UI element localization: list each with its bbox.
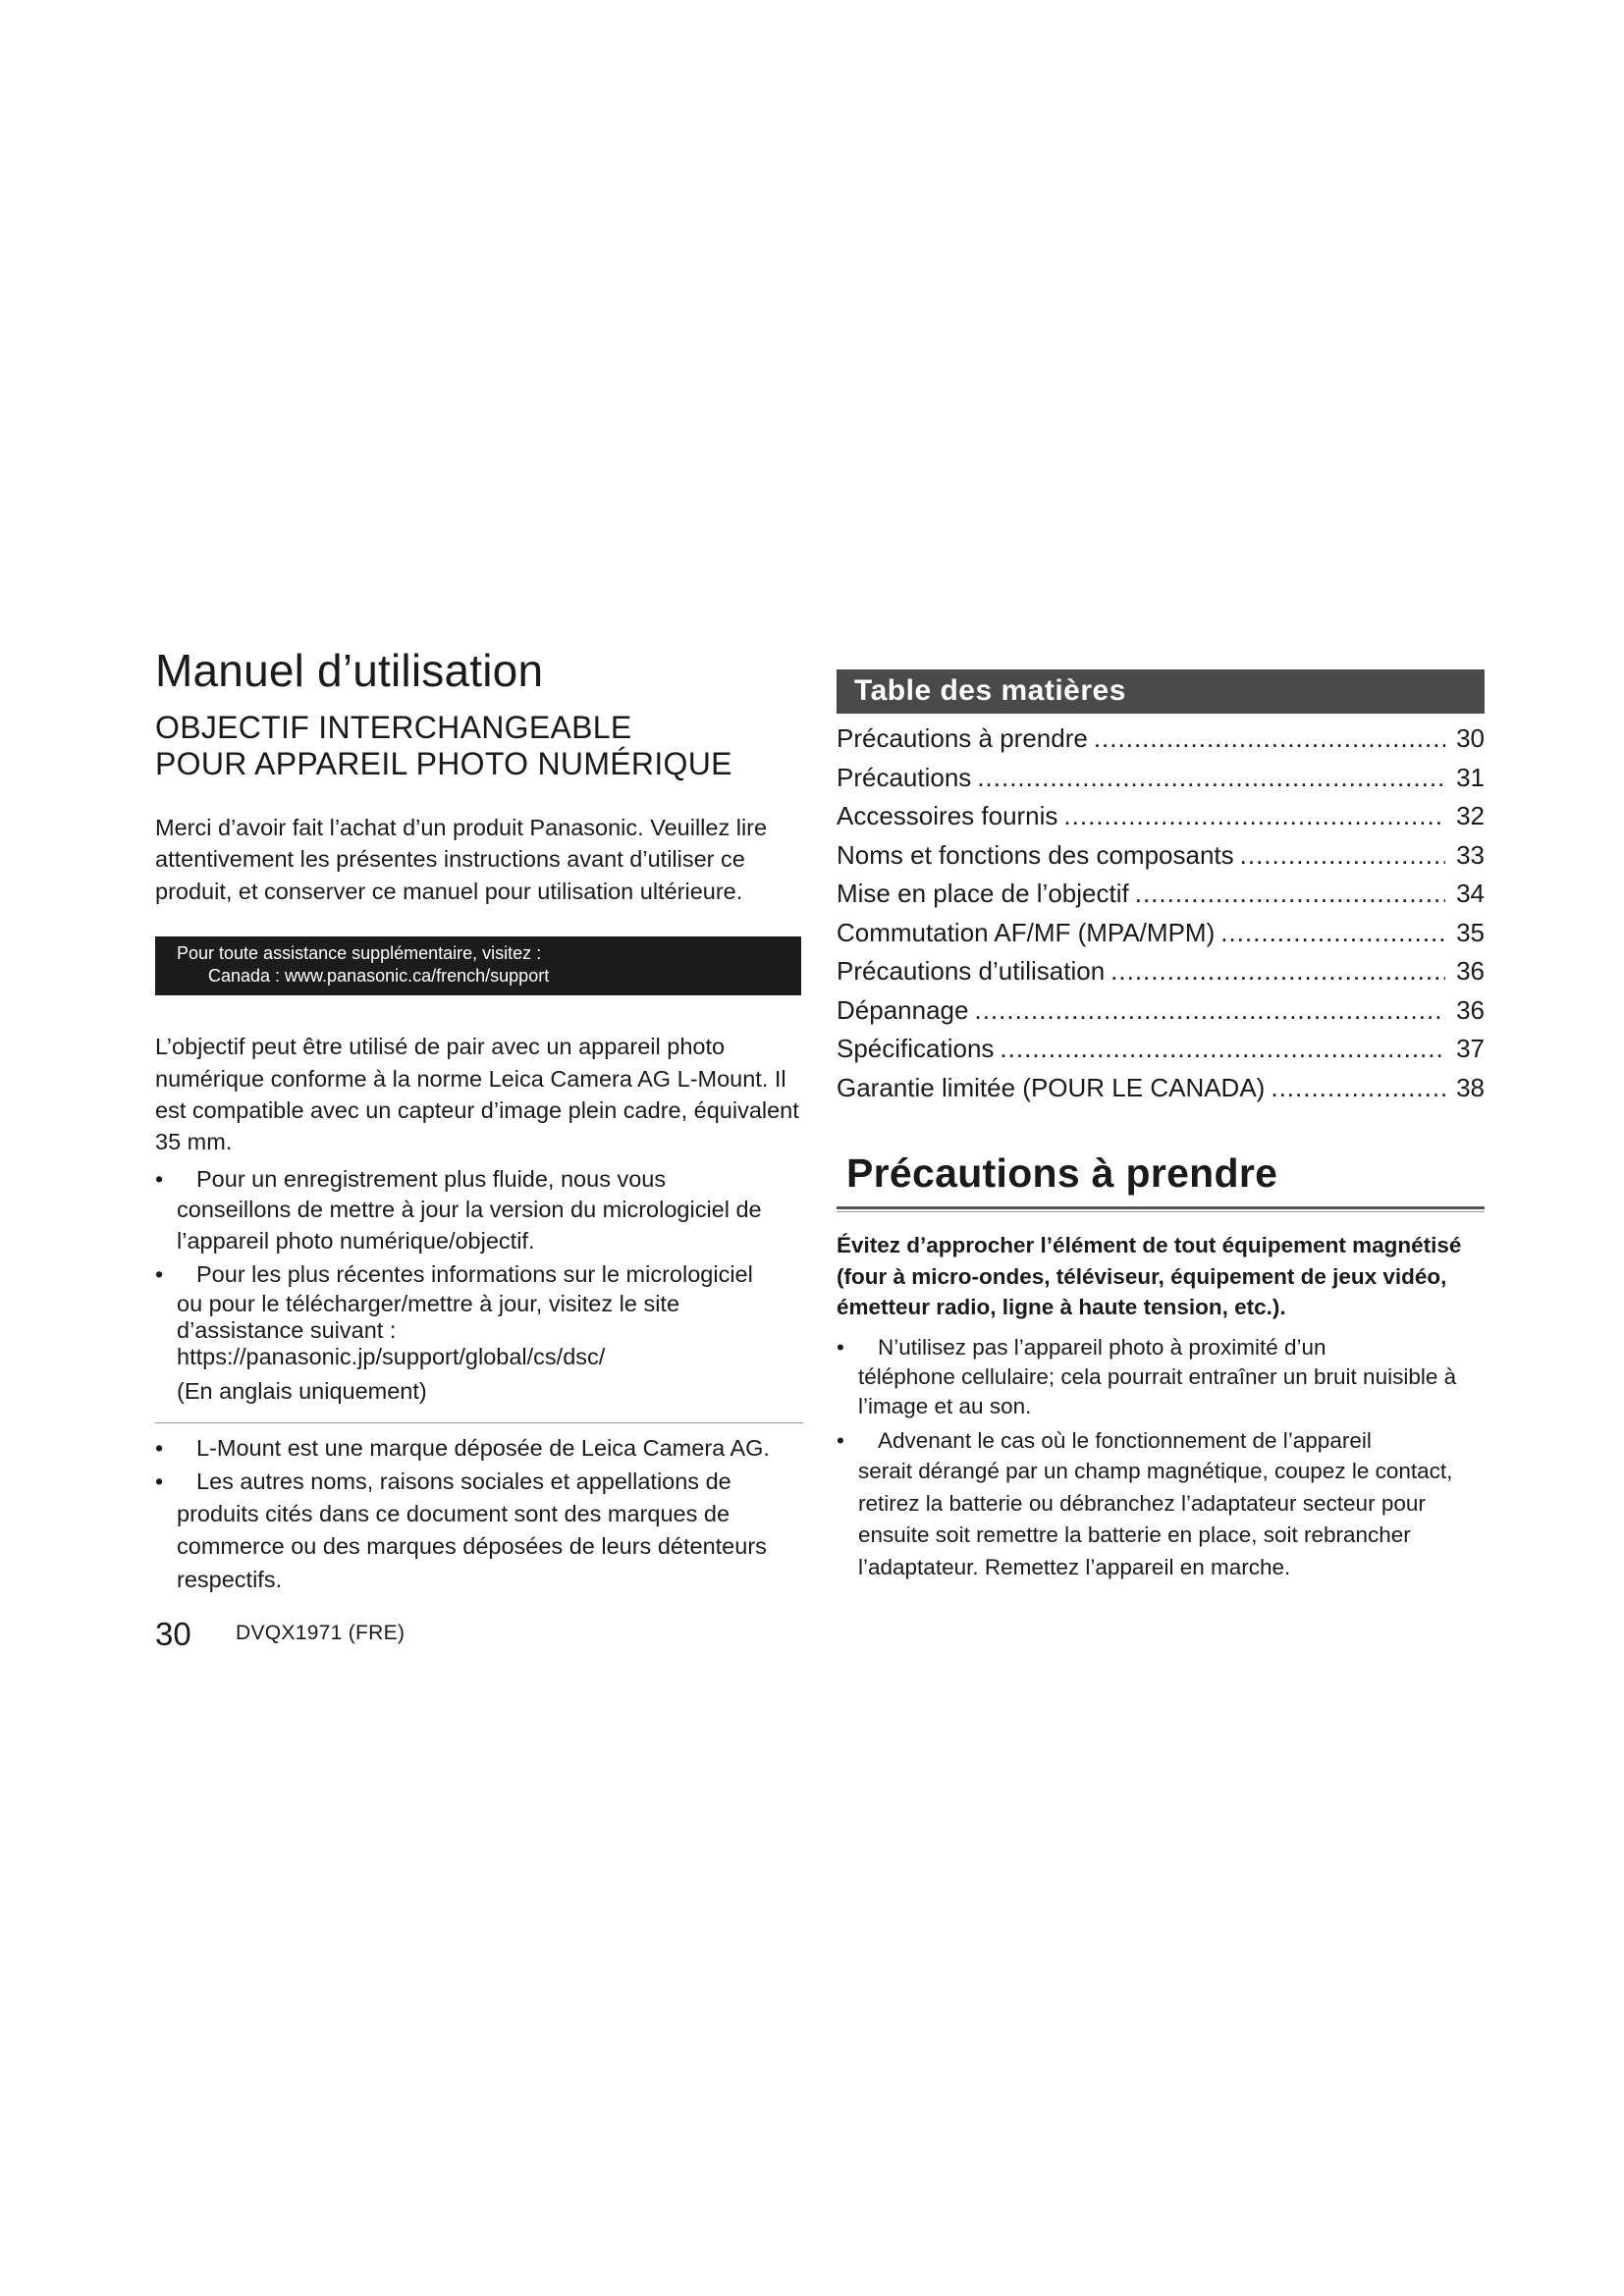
- toc-item[interactable]: [837, 1034, 1485, 1073]
- compatibility-paragraph: L’objectif peut être utilisé de pair avec un appareil photo numérique conforme à la norme Leica Camera AG L-Mount. Il est compatible avec un capteur d’image plein cadre, équivalent 35 mm.: [155, 1034, 799, 1155]
- bullet-icon: •: [155, 1468, 164, 1495]
- toc-header: Table des matières: [837, 669, 1485, 714]
- list-item: [837, 1333, 1485, 1422]
- toc-item-title: Précautions: [837, 762, 972, 792]
- list-item: [155, 1433, 803, 1465]
- toc-item-page: 33: [1456, 839, 1485, 870]
- trademark-text-rest: produits cités dans ce document sont des marques de commerce ou des marques déposées de leurs détenteurs respectifs.: [177, 1500, 767, 1592]
- divider: [155, 1422, 803, 1423]
- toc-item-page: 31: [1456, 762, 1485, 792]
- subtitle-line-2: POUR APPAREIL PHOTO NUMÉRIQUE: [155, 745, 732, 781]
- list-item: [837, 1426, 1485, 1584]
- product-subtitle: [155, 710, 803, 782]
- precautions-list: [837, 1333, 1485, 1584]
- bullet-text-rest: conseillons de mettre à jour la version du micrologiciel de l’appareil photo numérique/objectif.: [177, 1197, 762, 1255]
- toc-leader: [1220, 918, 1445, 948]
- toc-leader: [1135, 879, 1445, 909]
- toc-leader: [1240, 840, 1445, 871]
- bullet-text-first: Pour un enregistrement plus fluide, nous vous: [196, 1165, 667, 1192]
- toc-leader: [1271, 1073, 1445, 1103]
- toc-leader: [974, 995, 1445, 1026]
- toc-item[interactable]: [837, 879, 1485, 918]
- trademark-list: [155, 1433, 803, 1596]
- toc-item[interactable]: [837, 840, 1485, 880]
- list-item: [155, 1259, 803, 1407]
- support-url: https://panasonic.jp/support/global/cs/dsc/: [177, 1343, 606, 1369]
- toc-item[interactable]: [837, 801, 1485, 840]
- right-column: [837, 669, 1485, 1588]
- magnetic-warning: Évitez d’approcher l’élément de tout équipement magnétisé (four à micro-ondes, téléviseur, équipement de jeux vidéo, émetteur radio, ligne à haute tension, etc.).: [837, 1233, 1462, 1319]
- toc-item-title: Commutation AF/MF (MPA/MPM): [837, 917, 1216, 947]
- precaution-text-first: Advenant le cas où le fonctionnement de l’appareil: [878, 1427, 1372, 1453]
- intro-paragraph: Merci d’avoir fait l’achat d’un produit Panasonic. Veuillez lire attentivement les présentes instructions avant d’utiliser ce produit, et conserver ce manuel pour utilisation ultérieure.: [155, 814, 768, 904]
- support-box: [155, 936, 801, 995]
- support-line-2: Canada : www.panasonic.ca/french/support: [208, 965, 550, 986]
- toc-item-page: 30: [1456, 723, 1485, 753]
- precaution-text-rest: serait dérangé par un champ magnétique, coupez le contact, retirez la batterie ou débranchez l’adaptateur secteur pour ensuite soit remettre la batterie en place, soit rebrancher l’adaptateur. Remettez l’appareil en marche.: [858, 1459, 1453, 1579]
- toc-item-page: 38: [1456, 1072, 1485, 1102]
- bullet-text-first: Pour les plus récentes informations sur le micrologiciel: [196, 1260, 753, 1287]
- firmware-bullet-list: [155, 1164, 803, 1408]
- precautions-heading: Précautions à prendre: [846, 1150, 1278, 1196]
- toc-leader: [1110, 956, 1445, 987]
- heading-rule-thin: [837, 1211, 1485, 1212]
- toc-leader: [1000, 1034, 1445, 1064]
- toc-item-title: Accessoires fournis: [837, 801, 1058, 830]
- toc-item-title: Mise en place de l’objectif: [837, 879, 1129, 908]
- heading-rule: [837, 1206, 1485, 1209]
- bullet-text-rest: ou pour le télécharger/mettre à jour, visitez le site d’assistance suivant :: [177, 1290, 680, 1343]
- toc-leader: [1063, 801, 1445, 831]
- list-item: [155, 1467, 803, 1596]
- toc-item-title: Précautions d’utilisation: [837, 956, 1106, 986]
- page-number: 30: [155, 1616, 191, 1652]
- toc-item[interactable]: [837, 1073, 1485, 1112]
- trademark-text-first: Les autres noms, raisons sociales et appellations de: [196, 1468, 731, 1495]
- manual-title: Manuel d’utilisation: [155, 645, 544, 696]
- english-only-note: (En anglais uniquement): [177, 1377, 427, 1404]
- toc-item-page: 37: [1456, 1034, 1485, 1063]
- toc-item-title: Garantie limitée (POUR LE CANADA): [837, 1072, 1266, 1102]
- toc-item-page: 35: [1456, 917, 1485, 947]
- table-of-contents: [837, 723, 1485, 1111]
- support-line-1: Pour toute assistance supplémentaire, visitez :: [177, 943, 542, 964]
- trademark-text: L-Mount est une marque déposée de Leica Camera AG.: [196, 1435, 770, 1462]
- subtitle-line-1: OBJECTIF INTERCHANGEABLE: [155, 709, 632, 745]
- toc-item-page: 34: [1456, 879, 1485, 908]
- toc-item-page: 36: [1456, 994, 1485, 1025]
- bullet-icon: •: [155, 1260, 164, 1287]
- toc-item-title: Dépannage: [837, 994, 969, 1025]
- bullet-icon: •: [837, 1427, 844, 1453]
- toc-item-title: Noms et fonctions des composants: [837, 839, 1234, 870]
- toc-item-page: 36: [1456, 956, 1485, 986]
- toc-item[interactable]: [837, 995, 1485, 1035]
- bullet-icon: •: [155, 1435, 164, 1462]
- toc-item-page: 32: [1456, 801, 1485, 830]
- toc-item-title: Spécifications: [837, 1034, 995, 1063]
- toc-leader: [1094, 723, 1445, 754]
- toc-item[interactable]: [837, 918, 1485, 957]
- toc-leader: [977, 763, 1445, 793]
- list-item: [155, 1164, 803, 1257]
- toc-item-title: Précautions à prendre: [837, 723, 1088, 753]
- precaution-text-rest: téléphone cellulaire; cela pourrait entraîner un bruit nuisible à l’image et au son.: [858, 1363, 1457, 1419]
- bullet-icon: •: [155, 1165, 164, 1192]
- document-code: DVQX1971 (FRE): [236, 1622, 406, 1644]
- toc-item[interactable]: [837, 763, 1485, 802]
- bullet-icon: •: [837, 1334, 844, 1360]
- left-column: [155, 646, 803, 1598]
- toc-item[interactable]: [837, 723, 1485, 763]
- toc-item[interactable]: [837, 956, 1485, 995]
- precaution-text-first: N’utilisez pas l’appareil photo à proximité d’un: [878, 1334, 1326, 1360]
